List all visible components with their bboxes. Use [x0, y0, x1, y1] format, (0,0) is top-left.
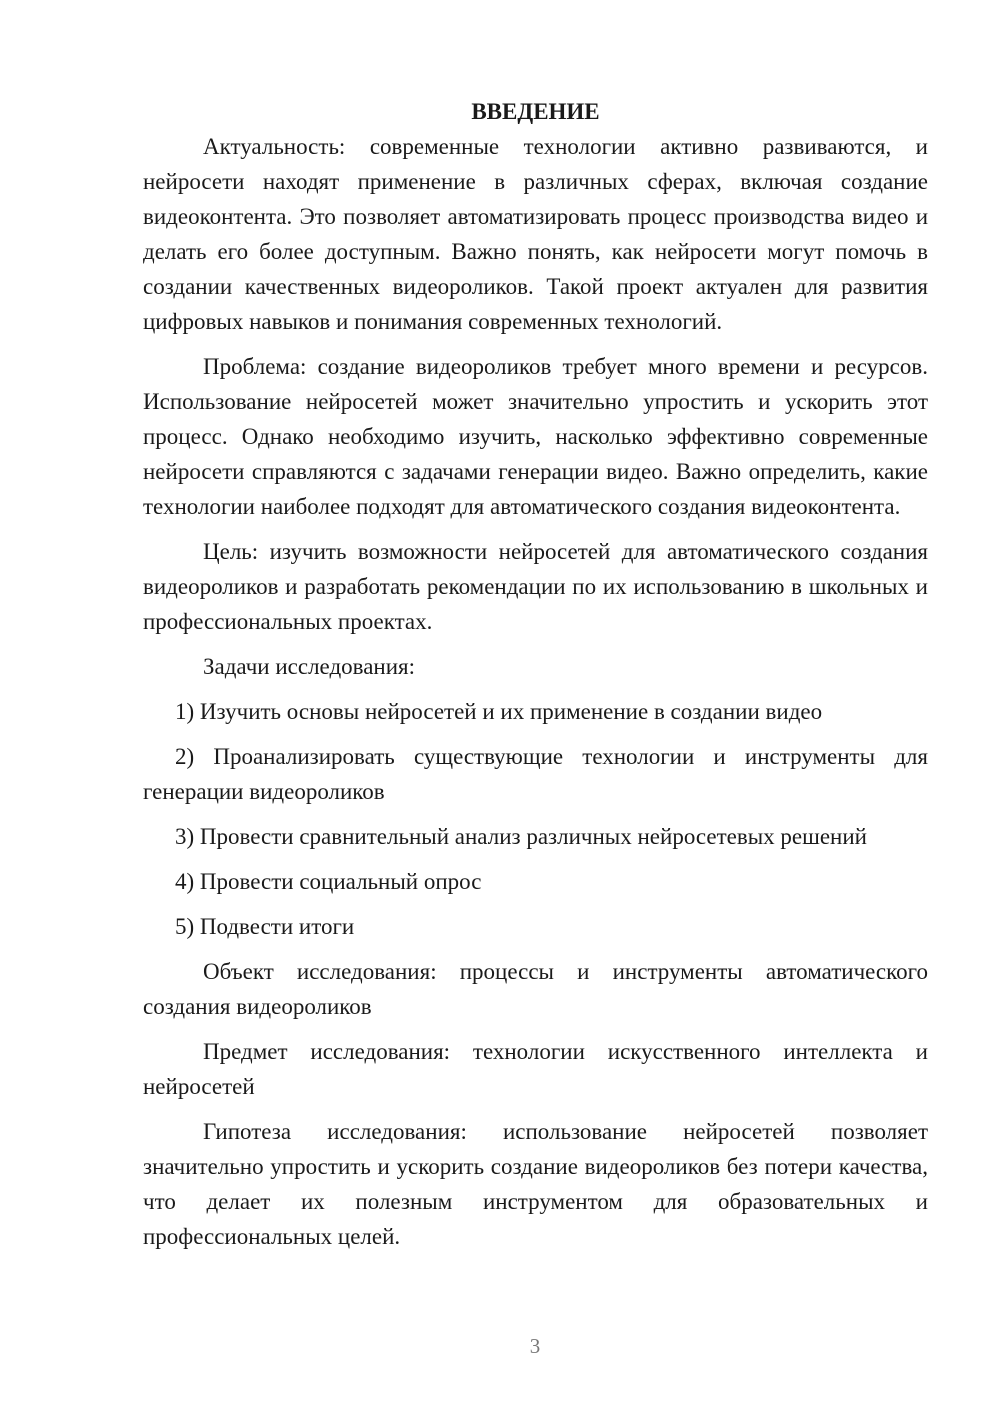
page-number: 3 — [529, 1334, 541, 1358]
tasks-list — [143, 694, 928, 944]
task-item-1: 1) Изучить основы нейросетей и их применение в создании видео — [175, 699, 823, 724]
relevance-paragraph: Актуальность: современные технологии активно развиваются, и нейросети находят применение в различных сферах, включая создание видеоконтента. Это позволяет автоматизировать процесс производства видео и делать его более доступным. Важно понять, как нейросети могут помочь в создании качественных видеороликов. Такой проект актуален для развития цифровых навыков и понимания современных технологий. — [143, 134, 928, 334]
hypothesis-paragraph: Гипотеза исследования: использование нейросетей позволяет значительно упростить и ускорить создание видеороликов без потери качества, что делает их полезным инструментом для образовательных и профессиональных целей. — [143, 1119, 928, 1249]
goal-paragraph: Цель: изучить возможности нейросетей для автоматического создания видеороликов и разработать рекомендации по их использованию в школьных и профессиональных проектах. — [143, 539, 928, 634]
tasks-heading: Задачи исследования: — [203, 654, 416, 679]
page-body — [143, 94, 928, 1254]
subject-paragraph: Предмет исследования: технологии искусственного интеллекта и нейросетей — [143, 1039, 928, 1099]
object-paragraph: Объект исследования: процессы и инструменты автоматического создания видеороликов — [143, 959, 928, 1019]
task-item-2: 2) Проанализировать существующие технологии и инструменты для генерации видеороликов — [143, 744, 928, 804]
task-item-4: 4) Провести социальный опрос — [175, 869, 482, 894]
problem-paragraph: Проблема: создание видеороликов требует много времени и ресурсов. Использование нейросетей может значительно упростить и ускорить этот процесс. Однако необходимо изучить, насколько эффективно современные нейросети справляются с задачами генерации видео. Важно определить, какие технологии наиболее подходят для автоматического создания видеоконтента. — [143, 354, 928, 519]
task-item-5: 5) Подвести итоги — [175, 914, 355, 939]
task-item-3: 3) Провести сравнительный анализ различных нейросетевых решений — [175, 824, 867, 849]
section-title: ВВЕДЕНИЕ — [471, 99, 600, 124]
